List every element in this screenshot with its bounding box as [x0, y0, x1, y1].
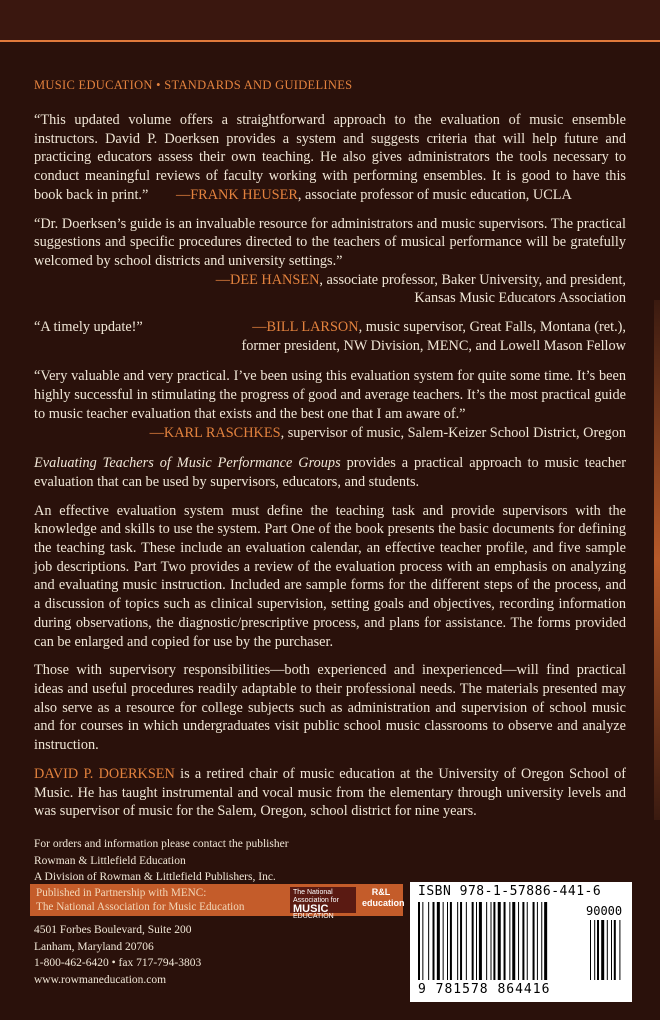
description-paragraph-3: Those with supervisory responsibilities—both experienced and inexperienced—will find practical ideas and useful procedures readily adaptable to their professional needs. The materials presented may also serve as a resource for college subjects such as administration and supervision of school music and for courses in which undergraduates visit public school music classrooms to observe and analyze instruction.: [34, 662, 626, 754]
publisher-address: [34, 922, 201, 988]
description-intro: [34, 454, 626, 491]
back-cover-text: [34, 78, 626, 831]
menc-partnership-band: [30, 884, 405, 920]
quote-attribution: [216, 318, 626, 355]
quote-affiliation: , associate professor, Baker University, and president,: [319, 271, 626, 288]
quote-text: “This updated volume offers a straightforward approach to the evaluation of music ensemble instructors. David P. Doerksen provides a system and suggests criteria that will help future and practicing educators assess their own teaching. He also gives administrators the tools necessary to conduct meaningful reviews of faculty working with performing ensembles. It is good to have this book back in print.”: [34, 112, 626, 203]
address-website: www.rowmaneducation.com: [34, 973, 167, 986]
quote-affiliation: , associate professor of music education, UCLA: [297, 186, 572, 203]
quote-affiliation: , supervisor of music, Salem-Keizer School District, Oregon: [280, 424, 626, 441]
quote-larson: [34, 318, 626, 355]
logo-music-text: MUSIC: [293, 903, 329, 915]
publisher-info: [34, 836, 289, 886]
barcode-digits: 9 781578 864416: [418, 982, 551, 997]
publisher-line-2: Rowman & Littlefield Education: [34, 854, 186, 867]
music-education-logo: [290, 887, 356, 920]
logo-small-text: The National Association for: [293, 889, 339, 904]
quote-text: “A timely update!”: [34, 319, 143, 336]
book-title: Evaluating Teachers of Music Performance Groups: [34, 455, 341, 472]
logo-rl-top: R&L: [371, 887, 391, 897]
quote-author: —BILL LARSON: [252, 319, 359, 336]
address-phone: 1-800-462-6420 • fax 717-794-3803: [34, 957, 202, 969]
isbn-label: ISBN 978-1-57886-441-6: [418, 884, 602, 899]
quote-attribution: [34, 271, 626, 290]
quote-hansen: [34, 215, 626, 309]
menc-line-1: Published in Partnership with MENC:: [36, 887, 207, 899]
description-paragraph-2: An effective evaluation system must define the teaching task and provide supervisors with the knowledge and skills to use the system. Part One of the book presents the basic documents for defining the teaching task. These include an evaluation calendar, an effective teacher profile, and five sample job descriptions. Part Two provides a review of the evaluation process with an emphasis on analyzing and evaluating music instruction. Included are sample forms for the different steps of the process, and a discussion of topics such as clinical supervision, setting goals and objectives, recording information during observations, the diagnostic/prescriptive process, and plans for assistance. The forms provided can be enlarged and copied for use by the purchaser.: [34, 502, 626, 650]
quote-affiliation-2: Kansas Music Educators Association: [414, 290, 626, 307]
spine-edge: [654, 300, 660, 820]
logo-education-text: EDUCATION: [293, 913, 334, 920]
price-code: 90000: [586, 904, 623, 918]
quote-author: —FRANK HEUSER: [175, 186, 298, 203]
top-band-dark: [0, 0, 660, 40]
menc-text: [36, 886, 244, 914]
quote-heuser: [34, 111, 626, 205]
price-barcode: [588, 920, 628, 980]
quote-affiliation: , music supervisor, Great Falls, Montana (ret.), former president, NW Division, MENC, and Lowell Mason Fellow: [241, 319, 626, 354]
rl-education-logo: [362, 887, 405, 913]
quote-text: “Dr. Doerksen’s guide is an invaluable resource for administrators and music supervisors. The practical suggestions and specific procedures directed to the teachers of musical performance will be gratefully welcomed by school districts and university settings.”: [34, 215, 626, 269]
author-name: DAVID P. DOERKSEN: [34, 765, 175, 782]
quote-attribution: [34, 424, 626, 443]
author-bio-text: is a retired chair of music education at the University of Oregon School of Music. He has taught instrumental and vocal music from the elementary through university levels and was supervisor of music for the Salem, Oregon, school district for nine years.: [34, 765, 626, 820]
address-line-1: 4501 Forbes Boulevard, Suite 200: [34, 924, 192, 936]
quote-author: —KARL RASCHKES: [149, 424, 281, 441]
ean-barcode: [416, 902, 586, 980]
quote-attribution: [176, 187, 572, 203]
logo-rl-bottom: education: [362, 898, 405, 908]
author-bio: [34, 765, 626, 821]
quote-author: —DEE HANSEN: [215, 271, 320, 288]
series-label: MUSIC EDUCATION • STANDARDS AND GUIDELINES: [34, 78, 353, 92]
top-accent-line: [0, 40, 660, 42]
publisher-line-3: A Division of Rowman & Littlefield Publishers, Inc.: [34, 871, 276, 883]
address-line-2: Lanham, Maryland 20706: [34, 940, 154, 953]
quote-text: “Very valuable and very practical. I’ve been using this evaluation system for quite some time. It’s been highly successful in stimulating the progress of good and average teachers. It’s the most practical guide to music teacher evaluation that exists and the best one that I am aware of.”: [34, 368, 626, 422]
intro-text: provides a practical approach to music teacher evaluation that can be used by supervisors, educators, and students.: [34, 455, 626, 490]
menc-line-2: The National Association for Music Education: [36, 901, 245, 913]
publisher-line-1: For orders and information please contact the publisher: [34, 838, 289, 850]
quote-raschkes: [34, 367, 626, 442]
